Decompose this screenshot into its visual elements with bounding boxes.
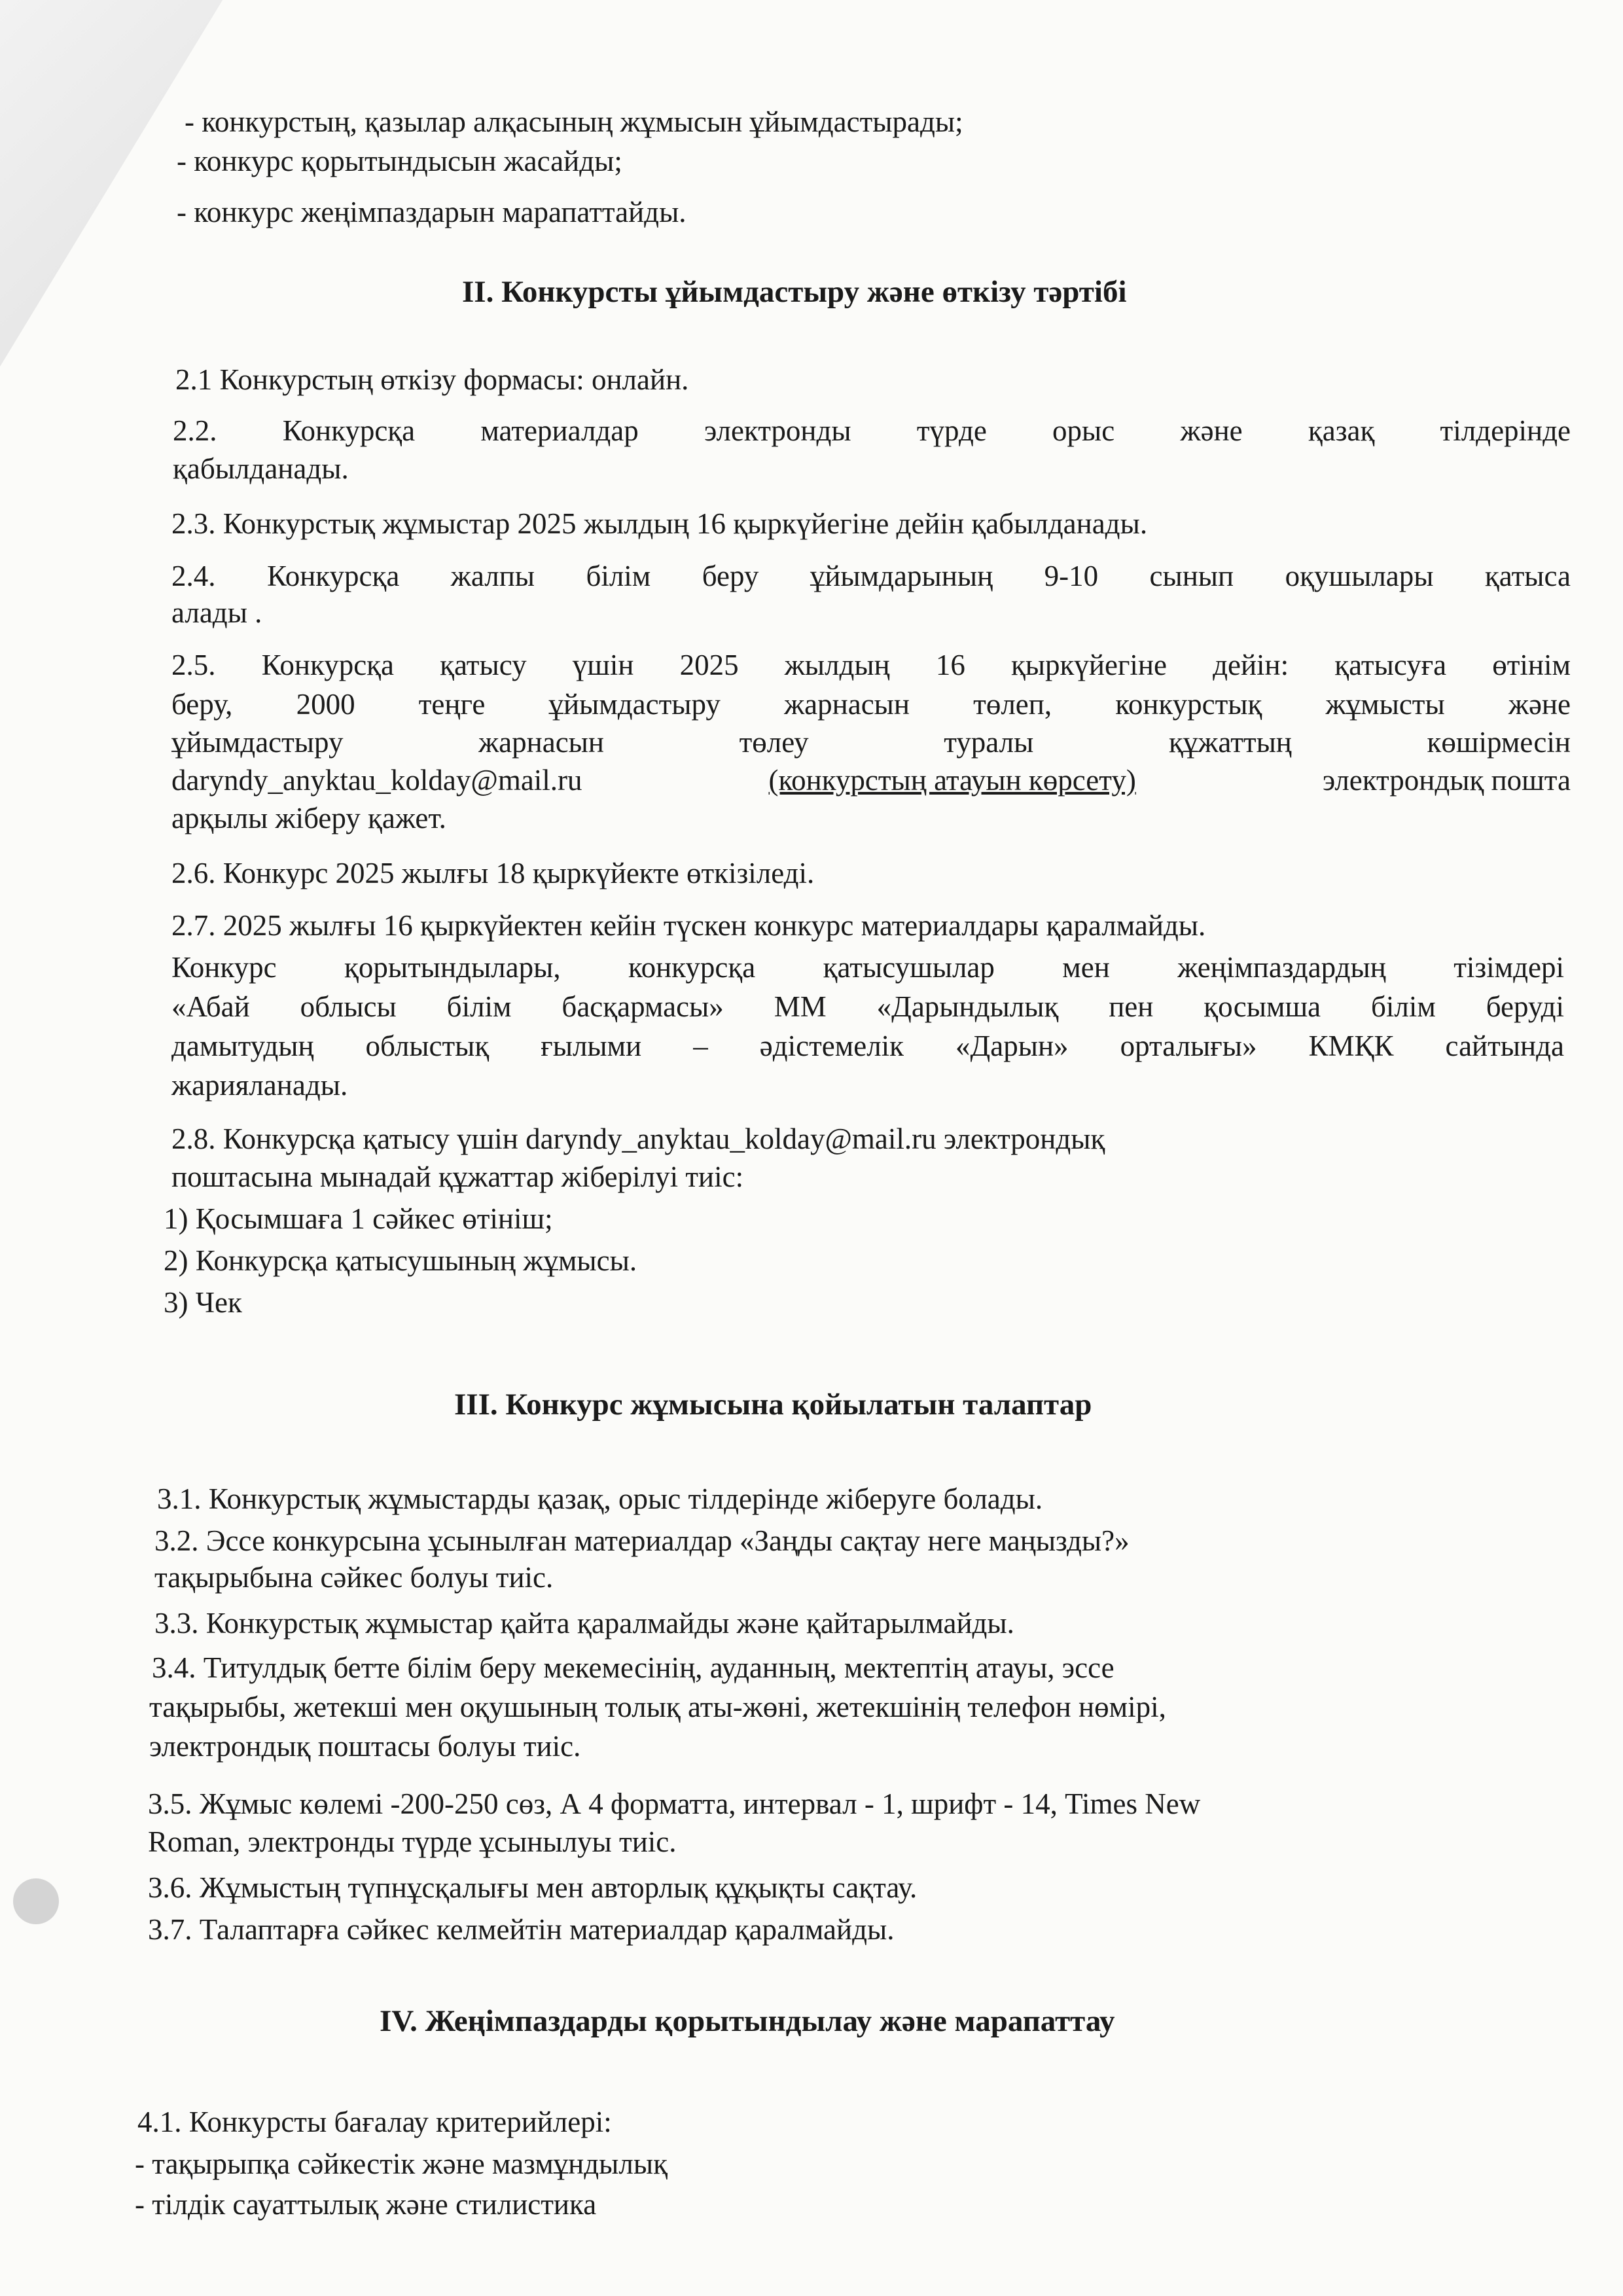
section-heading: II. Конкурсты ұйымдастыру және өткізу тәртібі <box>462 275 1127 309</box>
paragraph-line: арқылы жіберу қажет. <box>171 802 446 834</box>
paragraph-line: 2.5. Конкурсқа қатысу үшін 2025 жылдың 16 қыркүйегіне дейін: қатысуға өтінім <box>171 649 1571 681</box>
paragraph-line: поштасына мынадай құжаттар жіберілуі тиіс: <box>171 1160 744 1193</box>
paragraph-line: 3.6. Жұмыстың түпнұсқалығы мен авторлық құқықты сақтау. <box>148 1871 918 1904</box>
list-item: - тілдік сауаттылық және стилистика <box>135 2188 597 2221</box>
underlined-note: (конкурстың атауын көрсету) <box>768 764 1136 797</box>
paragraph-line: 3.1. Конкурстық жұмыстарды қазақ, орыс тілдерінде жіберуге болады. <box>157 1482 1043 1515</box>
list-item: 1) Қосымшаға 1 сәйкес өтініш; <box>164 1202 553 1235</box>
paragraph-line: Конкурс қорытындылары, конкурсқа қатысушылар мен жеңімпаздардың тізімдері <box>171 951 1564 984</box>
paragraph-line: 2.8. Конкурсқа қатысу үшін daryndy_anyktau_kolday@mail.ru электрондық <box>171 1122 1105 1155</box>
paragraph-line: 2.2. Конкурсқа материалдар электронды түрде орыс және қазақ тілдерінде <box>173 414 1571 447</box>
paragraph-line: электрондық поштасы болуы тиіс. <box>149 1730 581 1763</box>
paragraph-line: 3.5. Жұмыс көлемі -200-250 сөз, А 4 форматта, интервал - 1, шрифт - 14, Times New <box>148 1787 1201 1820</box>
intro-item: - конкурс қорытындысын жасайды; <box>177 145 622 177</box>
paragraph-line: алады . <box>171 596 262 629</box>
paragraph-line: «Абай облысы білім басқармасы» ММ «Дарындылық пен қосымша білім беруді <box>171 990 1564 1023</box>
paragraph-line: тақырыбына сәйкес болуы тиіс. <box>154 1561 554 1594</box>
paragraph-line: жарияланады. <box>171 1069 348 1102</box>
paragraph-line: 3.4. Титулдық бетте білім беру мекемесінің, ауданның, мектептің атауы, эссе <box>152 1651 1115 1684</box>
intro-item: - конкурс жеңімпаздарын марапаттайды. <box>177 196 687 228</box>
paragraph-line <box>171 762 1571 798</box>
section-heading: III. Конкурс жұмысына қойылатын талаптар <box>454 1388 1092 1422</box>
paragraph-line: 3.2. Эссе конкурсына ұсынылған материалдар «Заңды сақтау неге маңызды?» <box>154 1524 1130 1557</box>
paragraph-line: 3.3. Конкурстық жұмыстар қайта қаралмайды және қайтарылмайды. <box>154 1607 1014 1640</box>
paragraph-line: қабылданады. <box>173 452 349 485</box>
paragraph-line: 2.6. Конкурс 2025 жылғы 18 қыркүйекте өткізіледі. <box>171 857 815 889</box>
paragraph-text: электрондық пошта <box>1322 764 1571 797</box>
list-item: 2) Конкурсқа қатысушының жұмысы. <box>164 1244 637 1277</box>
paragraph-line: 2.7. 2025 жылғы 16 қыркүйектен кейін түскен конкурс материалдары қаралмайды. <box>171 909 1206 942</box>
paragraph-line: 2.1 Конкурстың өткізу формасы: онлайн. <box>175 363 689 396</box>
paragraph-line: тақырыбы, жетекші мен оқушының толық аты-жөні, жетекшінің телефон нөмірі, <box>149 1691 1166 1723</box>
list-item: 3) Чек <box>164 1286 242 1319</box>
paragraph-line: ұйымдастыру жарнасын төлеу туралы құжаттың көшірмесін <box>171 726 1571 759</box>
paragraph-line: 3.7. Талаптарға сәйкес келмейтін материалдар қаралмайды. <box>148 1913 895 1946</box>
punch-hole <box>13 1878 59 1924</box>
paragraph-line: 2.4. Конкурсқа жалпы білім беру ұйымдарының 9-10 сынып оқушылары қатыса <box>171 560 1571 592</box>
paragraph-line: беру, 2000 теңге ұйымдастыру жарнасын төлеп, конкурстық жұмысты және <box>171 688 1571 721</box>
intro-item: - конкурстың, қазылар алқасының жұмысын ұйымдастырады; <box>185 105 963 138</box>
paragraph-line: 4.1. Конкурсты бағалау критерийлері: <box>137 2106 612 2138</box>
paragraph-line: 2.3. Конкурстық жұмыстар 2025 жылдың 16 қыркүйегіне дейін қабылданады. <box>171 507 1148 540</box>
email-address: daryndy_anyktau_kolday@mail.ru <box>171 764 582 797</box>
section-heading: IV. Жеңімпаздарды қорытындылау және марапаттау <box>380 2004 1115 2038</box>
paragraph-line: дамытудың облыстық ғылыми – әдістемелік «Дарын» орталығы» КМҚК сайтында <box>171 1030 1564 1062</box>
list-item: - тақырыпқа сәйкестік және мазмұндылық <box>135 2147 668 2180</box>
paragraph-line: Roman, электронды түрде ұсынылуы тиіс. <box>148 1825 677 1858</box>
